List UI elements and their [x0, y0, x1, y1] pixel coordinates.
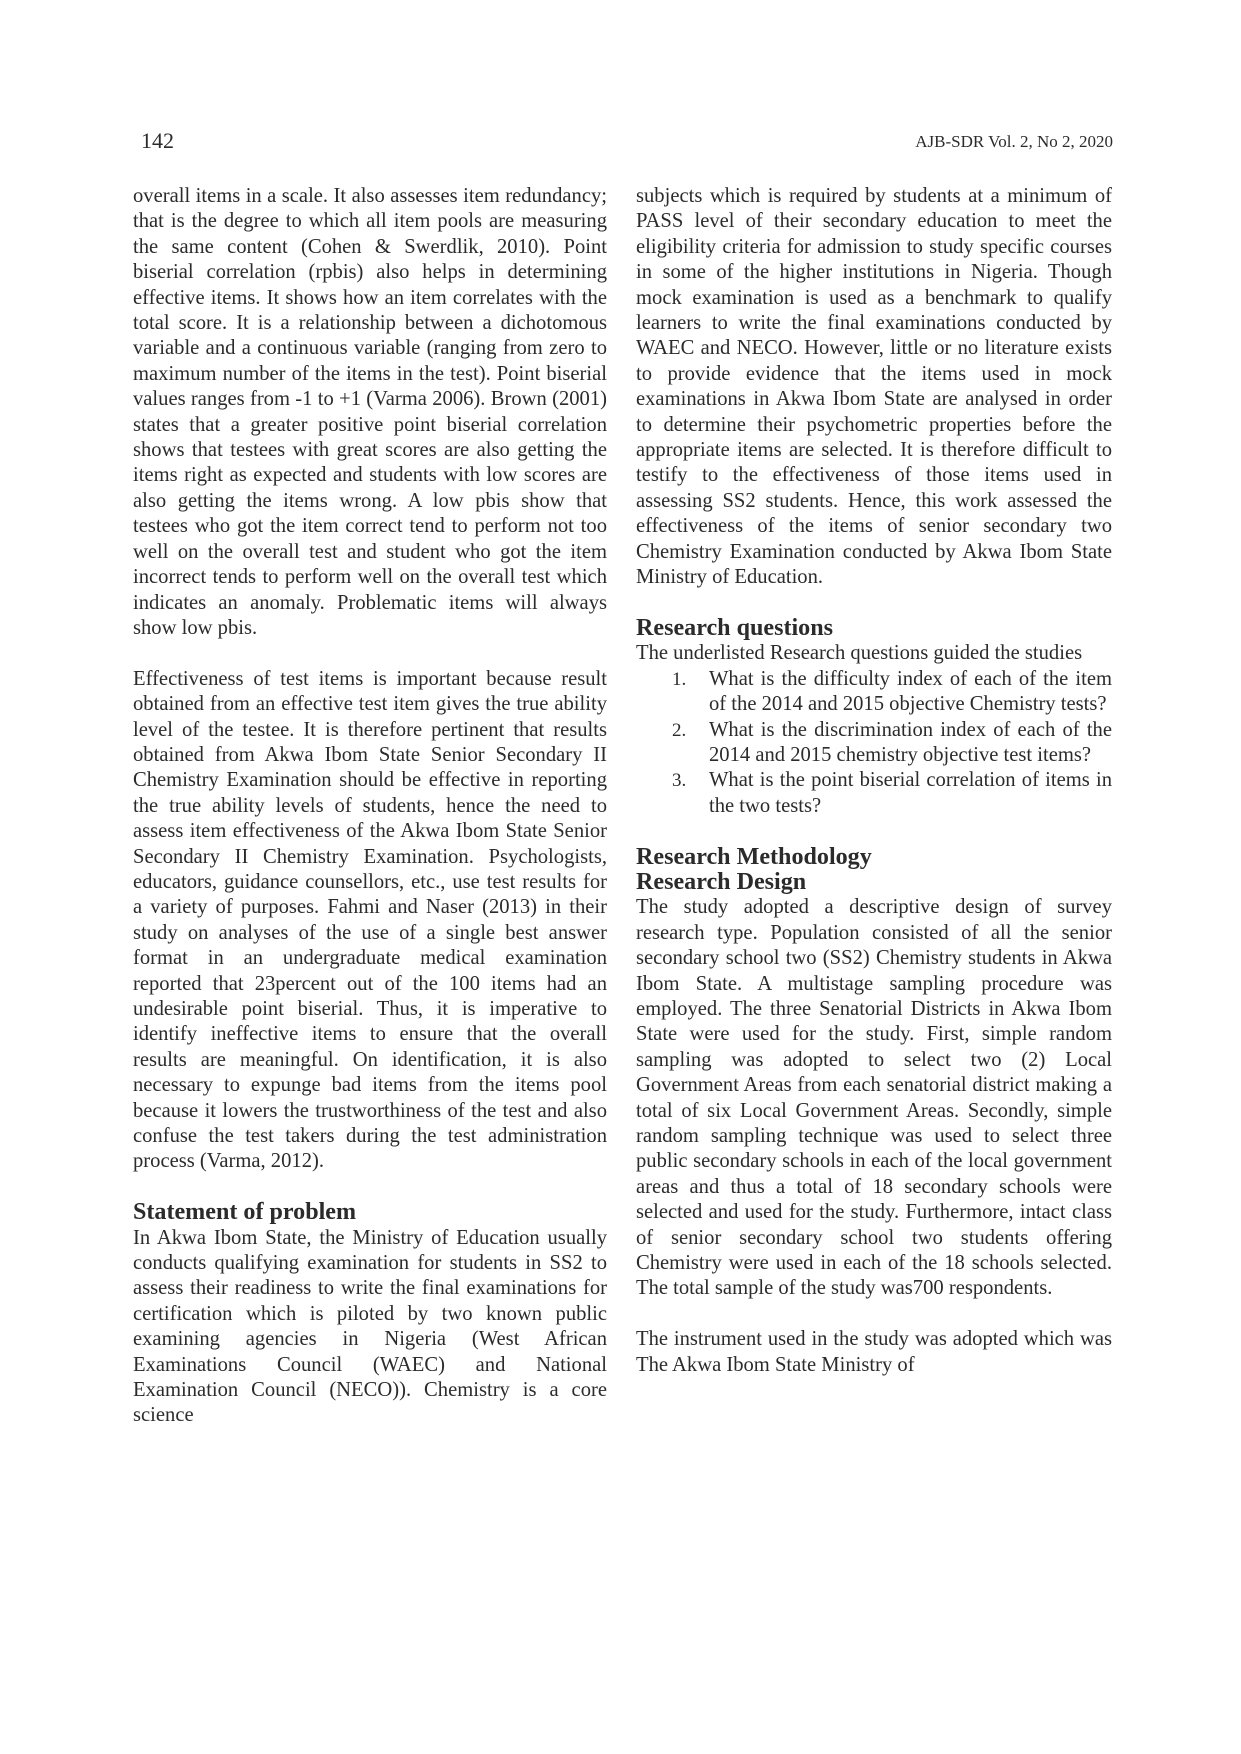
- section-heading-statement-of-problem: Statement of problem: [133, 1199, 357, 1226]
- paragraph-spacer: [636, 819, 1112, 844]
- body-paragraph: In Akwa Ibom State, the Ministry of Education usually conducts qualifying examination for students in SS2 to assess their readiness to write the final examinations for certification which is piloted by two known public examining agencies in Nigeria (West African Examinations Council (WAEC) and National Examination Council (NECO)). Chemistry is a core science: [133, 1226, 607, 1427]
- page-number: 142: [141, 128, 174, 153]
- list-item: [636, 718, 1112, 769]
- section-heading-research-methodology: Research Methodology: [636, 843, 872, 870]
- body-paragraph: The study adopted a descriptive design of survey research type. Population consisted of all the senior secondary school two (SS2) Chemistry students in Akwa Ibom State. A multistage sampling procedure was employed. The three Senatorial Districts in Akwa Ibom State were used for the study. First, simple random sampling was adopted to select two (2) Local Government Areas from each senatorial district making a total of six Local Government Areas. Secondly, simple random sampling technique was used to select three public secondary schools in each of the local government areas and thus a total of 18 secondary schools were selected and used for the study. Furthermore, intact class of senior secondary school two students offering Chemistry were used in each of the 18 schools selected. The total sample of the study was700 respondents.: [636, 896, 1112, 1300]
- journal-reference: AJB-SDR Vol. 2, No 2, 2020: [915, 132, 1113, 151]
- body-paragraph: Effectiveness of test items is important because result obtained from an effective test item gives the true ability level of the testee. It is therefore pertinent that results obtained from Akwa Ibom State Senior Secondary II Chemistry Examination should be effective in reporting the true ability levels of students, hence the need to assess item effectiveness of the Akwa Ibom State Senior Secondary II Chemistry Examination. Psychologists, educators, guidance counsellors, etc., use test results for a variety of purposes. Fahmi and Naser (2013) in their study on analyses of the use of a single best answer format in an undergraduate medical examination reported that 23percent out of the 100 items had an undesirable point biserial. Thus, it is imperative to identify ineffective items to ensure that the overall results are meaningful. On identification, it is also necessary to expunge bad items from the items pool because it lowers the trustworthiness of the test and also confuse the test takers during the test administration process (Varma, 2012).: [133, 667, 607, 1173]
- list-item: [636, 667, 1112, 718]
- running-header: [141, 128, 1113, 154]
- list-number: 1.: [672, 668, 687, 690]
- section-heading-research-questions: Research questions: [636, 614, 833, 641]
- body-paragraph: subjects which is required by students at a minimum of PASS level of their secondary education to meet the eligibility criteria for admission to study specific courses in some of the higher institutions in Nigeria. Though mock examination is used as a benchmark to qualify learners to write the final examinations conducted by WAEC and NECO. However, little or no literature exists to provide evidence that the items used in mock examinations in Akwa Ibom State are analysed in order to determine their psychometric properties before the appropriate items are selected. It is therefore difficult to testify to the effectiveness of those items used in assessing SS2 students. Hence, this work assessed the effectiveness of the items of senior secondary two Chemistry Examination conducted by Akwa Ibom State Ministry of Education.: [636, 185, 1112, 589]
- list-number: 3.: [672, 770, 687, 792]
- research-questions-intro: The underlisted Research questions guided the studies: [636, 642, 1083, 665]
- paragraph-spacer: [133, 1175, 607, 1200]
- list-text: What is the discrimination index of each of the 2014 and 2015 chemistry objective test items?: [709, 718, 1112, 766]
- research-questions-list: [636, 667, 1112, 819]
- list-text: What is the point biserial correlation of items in the two tests?: [709, 769, 1112, 817]
- body-paragraph: overall items in a scale. It also assesses item redundancy; that is the degree to which all item pools are measuring the same content (Cohen & Swerdlik, 2010). Point biserial correlation (rpbis) also helps in determining effective items. It shows how an item correlates with the total score. It is a relationship between a dichotomous variable and a continuous variable (ranging from zero to maximum number of the items in the test). Point biserial values ranges from -1 to +1 (Varma 2006). Brown (2001) states that a greater positive point biserial correlation shows that testees with great scores are also getting the items right as expected and students with low scores are also getting the items wrong. A low pbis show that testees who got the item correct tend to perform not too well on the overall test and student who got the item incorrect tends to perform well on the overall test which indicates an anomaly. Problematic items will always show low pbis.: [133, 185, 607, 639]
- body-paragraph: The instrument used in the study was adopted which was The Akwa Ibom State Ministry of: [636, 1328, 1112, 1376]
- section-heading-research-design: Research Design: [636, 868, 807, 895]
- list-item: [636, 768, 1112, 819]
- paragraph-spacer: [636, 591, 1112, 616]
- right-column: [636, 184, 1112, 1378]
- left-column: [133, 184, 607, 1429]
- list-number: 2.: [672, 719, 687, 741]
- list-text: What is the difficulty index of each of the item of the 2014 and 2015 objective Chemistry tests?: [709, 667, 1112, 716]
